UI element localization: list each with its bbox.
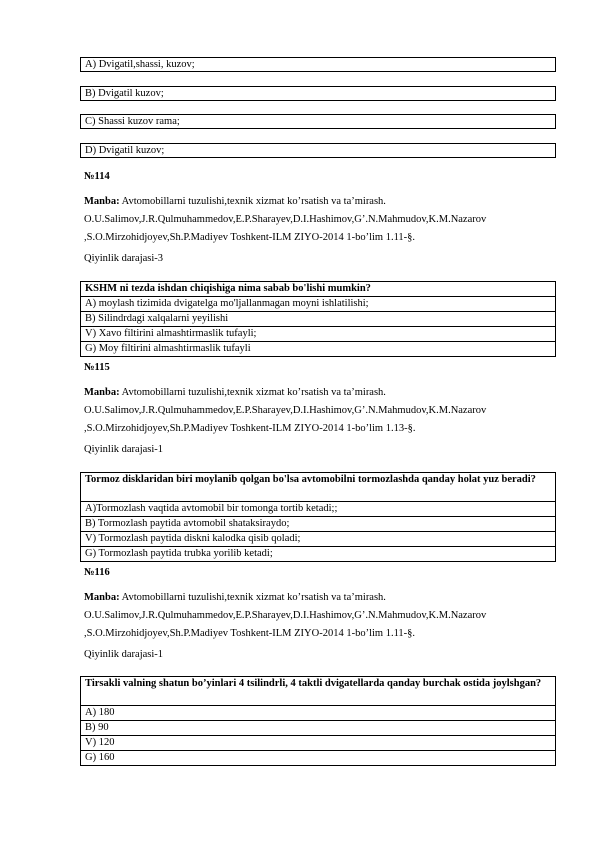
answer-option: B) 90 bbox=[81, 721, 556, 736]
question-table bbox=[80, 472, 556, 562]
answer-option: A)Tormozlash vaqtida avtomobil bir tomonga tortib ketadi;; bbox=[81, 502, 556, 517]
source-block bbox=[84, 193, 556, 247]
answer-option: G) Moy filtirini almashtirmaslik tufayli bbox=[81, 342, 556, 357]
answer-option: A) moylash tizimida dvigatelga mo'ljallanmagan moyni ishlatilishi; bbox=[81, 297, 556, 312]
option-bar: A) Dvigatil,shassi, kuzov; bbox=[80, 57, 556, 72]
answer-option: V) Tormozlash paytida diskni kalodka qisib qoladi; bbox=[81, 532, 556, 547]
source-publisher: ,S.O.Mirzohidjoyev,Sh.P.Madiyev Toshkent-ILM ZIYO-2014 1-bo’lim 1.11-§. bbox=[84, 232, 416, 243]
question-number: №116 bbox=[84, 567, 110, 578]
answer-option: G) 160 bbox=[81, 751, 556, 766]
question-text: Tirsakli valning shatun bo’yinlari 4 tsilindrli, 4 taktli dvigatellarda qanday burchak ostida joylshgan? bbox=[81, 677, 556, 706]
difficulty-level: Qiyinlik darajasi-1 bbox=[84, 444, 164, 455]
option-bar: B) Dvigatil kuzov; bbox=[80, 86, 556, 101]
question-text: Tormoz disklaridan biri moylanib qolgan bo'lsa avtomobilni tormozlashda qanday holat yuz beradi? bbox=[81, 473, 556, 502]
source-label: Manba: bbox=[84, 387, 120, 398]
answer-option: V) Xavo filtirini almashtirmaslik tufayli; bbox=[81, 327, 556, 342]
difficulty-level: Qiyinlik darajasi-3 bbox=[84, 253, 164, 264]
source-block bbox=[84, 384, 556, 438]
source-publisher: ,S.O.Mirzohidjoyev,Sh.P.Madiyev Toshkent-ILM ZIYO-2014 1-bo’lim 1.13-§. bbox=[84, 423, 416, 434]
source-title: Avtomobillarni tuzulishi,texnik xizmat ko’rsatish va ta’mirash. bbox=[119, 592, 386, 603]
source-authors: O.U.Salimov,J.R.Qulmuhammedov,E.P.Sharayev,D.I.Hashimov,G’.N.Mahmudov,K.M.Nazarov bbox=[84, 214, 487, 225]
answer-option: G) Tormozlash paytida trubka yorilib ketadi; bbox=[81, 547, 556, 562]
source-authors: O.U.Salimov,J.R.Qulmuhammedov,E.P.Sharayev,D.I.Hashimov,G’.N.Mahmudov,K.M.Nazarov bbox=[84, 610, 487, 621]
question-number: №114 bbox=[84, 171, 110, 182]
question-text: KSHM ni tezda ishdan chiqishiga nima sabab bo'lishi mumkin? bbox=[81, 282, 556, 297]
option-bar: C) Shassi kuzov rama; bbox=[80, 114, 556, 129]
source-block bbox=[84, 589, 556, 643]
source-label: Manba: bbox=[84, 592, 120, 603]
source-publisher: ,S.O.Mirzohidjoyev,Sh.P.Madiyev Toshkent-ILM ZIYO-2014 1-bo’lim 1.11-§. bbox=[84, 628, 416, 639]
question-number: №115 bbox=[84, 362, 110, 373]
answer-option: A) 180 bbox=[81, 706, 556, 721]
option-bar: D) Dvigatil kuzov; bbox=[80, 143, 556, 158]
source-title: Avtomobillarni tuzulishi,texnik xizmat ko’rsatish va ta’mirash. bbox=[119, 196, 386, 207]
source-label: Manba: bbox=[84, 196, 120, 207]
answer-option: V) 120 bbox=[81, 736, 556, 751]
answer-option: B) Tormozlash paytida avtomobil shataksiraydo; bbox=[81, 517, 556, 532]
source-title: Avtomobillarni tuzulishi,texnik xizmat ko’rsatish va ta’mirash. bbox=[119, 387, 386, 398]
answer-option: B) Silindrdagi xalqalarni yeyilishi bbox=[81, 312, 556, 327]
difficulty-level: Qiyinlik darajasi-1 bbox=[84, 649, 164, 660]
source-authors: O.U.Salimov,J.R.Qulmuhammedov,E.P.Sharayev,D.I.Hashimov,G’.N.Mahmudov,K.M.Nazarov bbox=[84, 405, 487, 416]
question-table bbox=[80, 676, 556, 766]
question-table bbox=[80, 281, 556, 357]
